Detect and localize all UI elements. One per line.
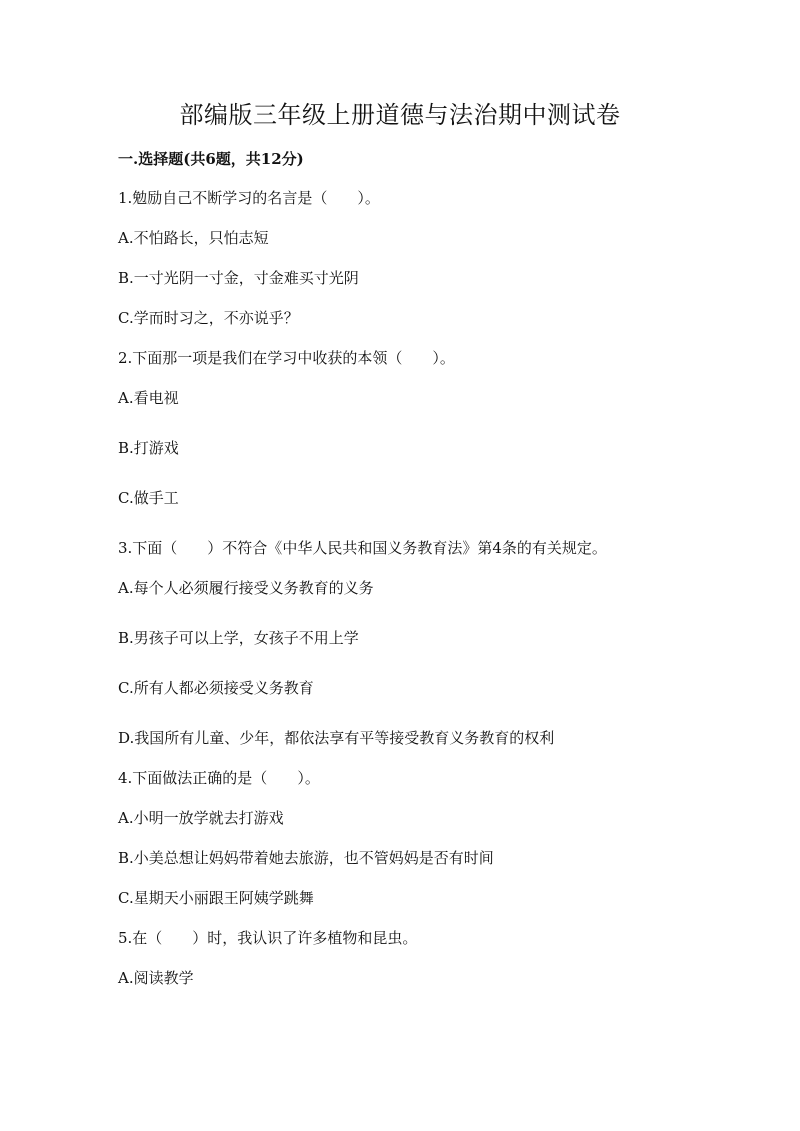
question-4-stem: 4.下面做法正确的是（ ）。 [118, 769, 320, 787]
question-4-option-c: C.星期天小丽跟王阿姨学跳舞 [118, 889, 314, 907]
question-2-option-c: C.做手工 [118, 489, 179, 507]
question-4-option-b: B.小美总想让妈妈带着她去旅游，也不管妈妈是否有时间 [118, 849, 494, 867]
section-heading: 一.选择题(共6题，共12分) [118, 150, 304, 168]
question-1-stem: 1.勉励自己不断学习的名言是（ ）。 [118, 189, 380, 207]
page-title: 部编版三年级上册道德与法治期中测试卷 [179, 101, 621, 129]
question-3-option-c: C.所有人都必须接受义务教育 [118, 679, 314, 697]
question-3-stem: 3.下面（ ）不符合《中华人民共和国义务教育法》第4条的有关规定。 [118, 539, 607, 557]
question-2-stem: 2.下面那一项是我们在学习中收获的本领（ ）。 [118, 349, 455, 367]
question-3-option-d: D.我国所有儿童、少年，都依法享有平等接受教育义务教育的权利 [118, 729, 555, 747]
question-2-option-b: B.打游戏 [118, 439, 179, 457]
question-1-option-b: B.一寸光阴一寸金，寸金难买寸光阴 [118, 269, 359, 287]
question-1-option-c: C.学而时习之，不亦说乎？ [118, 309, 299, 327]
question-5-stem: 5.在（ ）时，我认识了许多植物和昆虫。 [118, 929, 418, 947]
question-4-option-a: A.小明一放学就去打游戏 [118, 809, 284, 827]
question-3-option-a: A.每个人必须履行接受义务教育的义务 [118, 579, 374, 597]
question-2-option-a: A.看电视 [118, 389, 179, 407]
question-3-option-b: B.男孩子可以上学，女孩子不用上学 [118, 629, 359, 647]
question-5-option-a: A.阅读教学 [118, 969, 194, 987]
question-1-option-a: A.不怕路长，只怕志短 [118, 229, 269, 247]
